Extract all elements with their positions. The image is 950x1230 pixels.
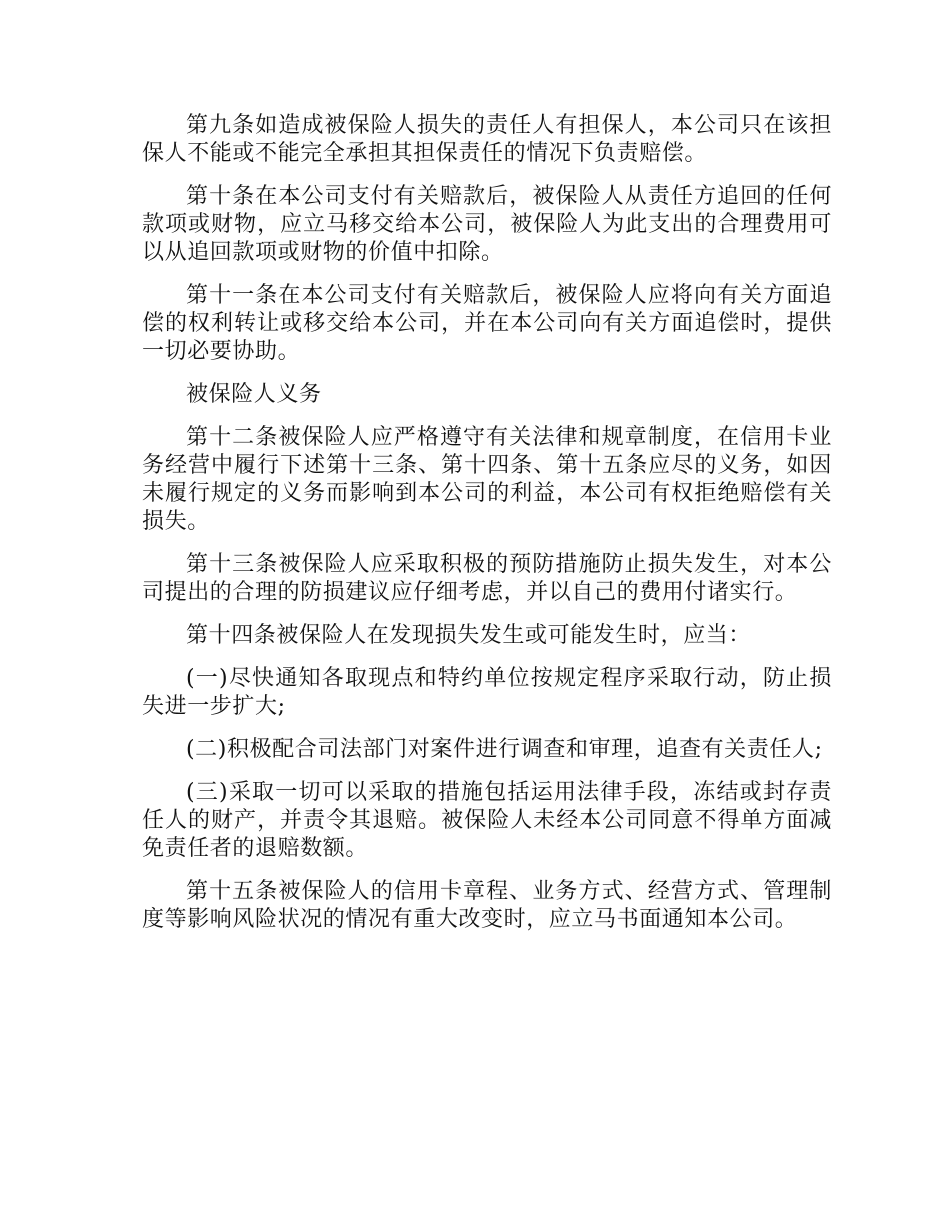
section-heading-insured-obligations: 被保险人义务 — [186, 382, 322, 407]
article-14-item-2: (二)积极配合司法部门对案件进行调查和审理，追查有关责任人; — [186, 737, 823, 762]
document-body — [142, 112, 832, 949]
article-14: 第十四条被保险人在发现损失发生或可能发生时，应当： — [186, 623, 752, 648]
article-14-item-3: (三)采取一切可以采取的措施包括运用法律手段，冻结或封存责任人的财产，并责令其退赔。被保险人未经本公司同意不得单方面减免责任者的退赔数额。 — [142, 780, 832, 861]
article-12: 第十二条被保险人应严格遵守有关法律和规章制度，在信用卡业务经营中履行下述第十三条、第十四条、第十五条应尽的义务，如因未履行规定的义务而影响到本公司的利益，本公司有权拒绝赔偿有关损失。 — [142, 425, 832, 534]
article-13: 第十三条被保险人应采取积极的预防措施防止损失发生，对本公司提出的合理的防损建议应仔细考虑，并以自己的费用付诸实行。 — [142, 552, 832, 605]
article-9: 第九条如造成被保险人损失的责任人有担保人，本公司只在该担保人不能或不能完全承担其担保责任的情况下负责赔偿。 — [142, 113, 832, 166]
article-14-item-1: (一)尽快通知各取现点和特约单位按规定程序采取行动，防止损失进一步扩大; — [142, 666, 832, 719]
article-15: 第十五条被保险人的信用卡章程、业务方式、经营方式、管理制度等影响风险状况的情况有重大改变时，应立马书面通知本公司。 — [142, 879, 832, 932]
article-11: 第十一条在本公司支付有关赔款后，被保险人应将向有关方面追偿的权利转让或移交给本公司，并在本公司向有关方面追偿时，提供一切必要协助。 — [142, 283, 832, 364]
article-10: 第十条在本公司支付有关赔款后，被保险人从责任方追回的任何款项或财物，应立马移交给本公司，被保险人为此支出的合理费用可以从追回款项或财物的价值中扣除。 — [142, 184, 832, 265]
